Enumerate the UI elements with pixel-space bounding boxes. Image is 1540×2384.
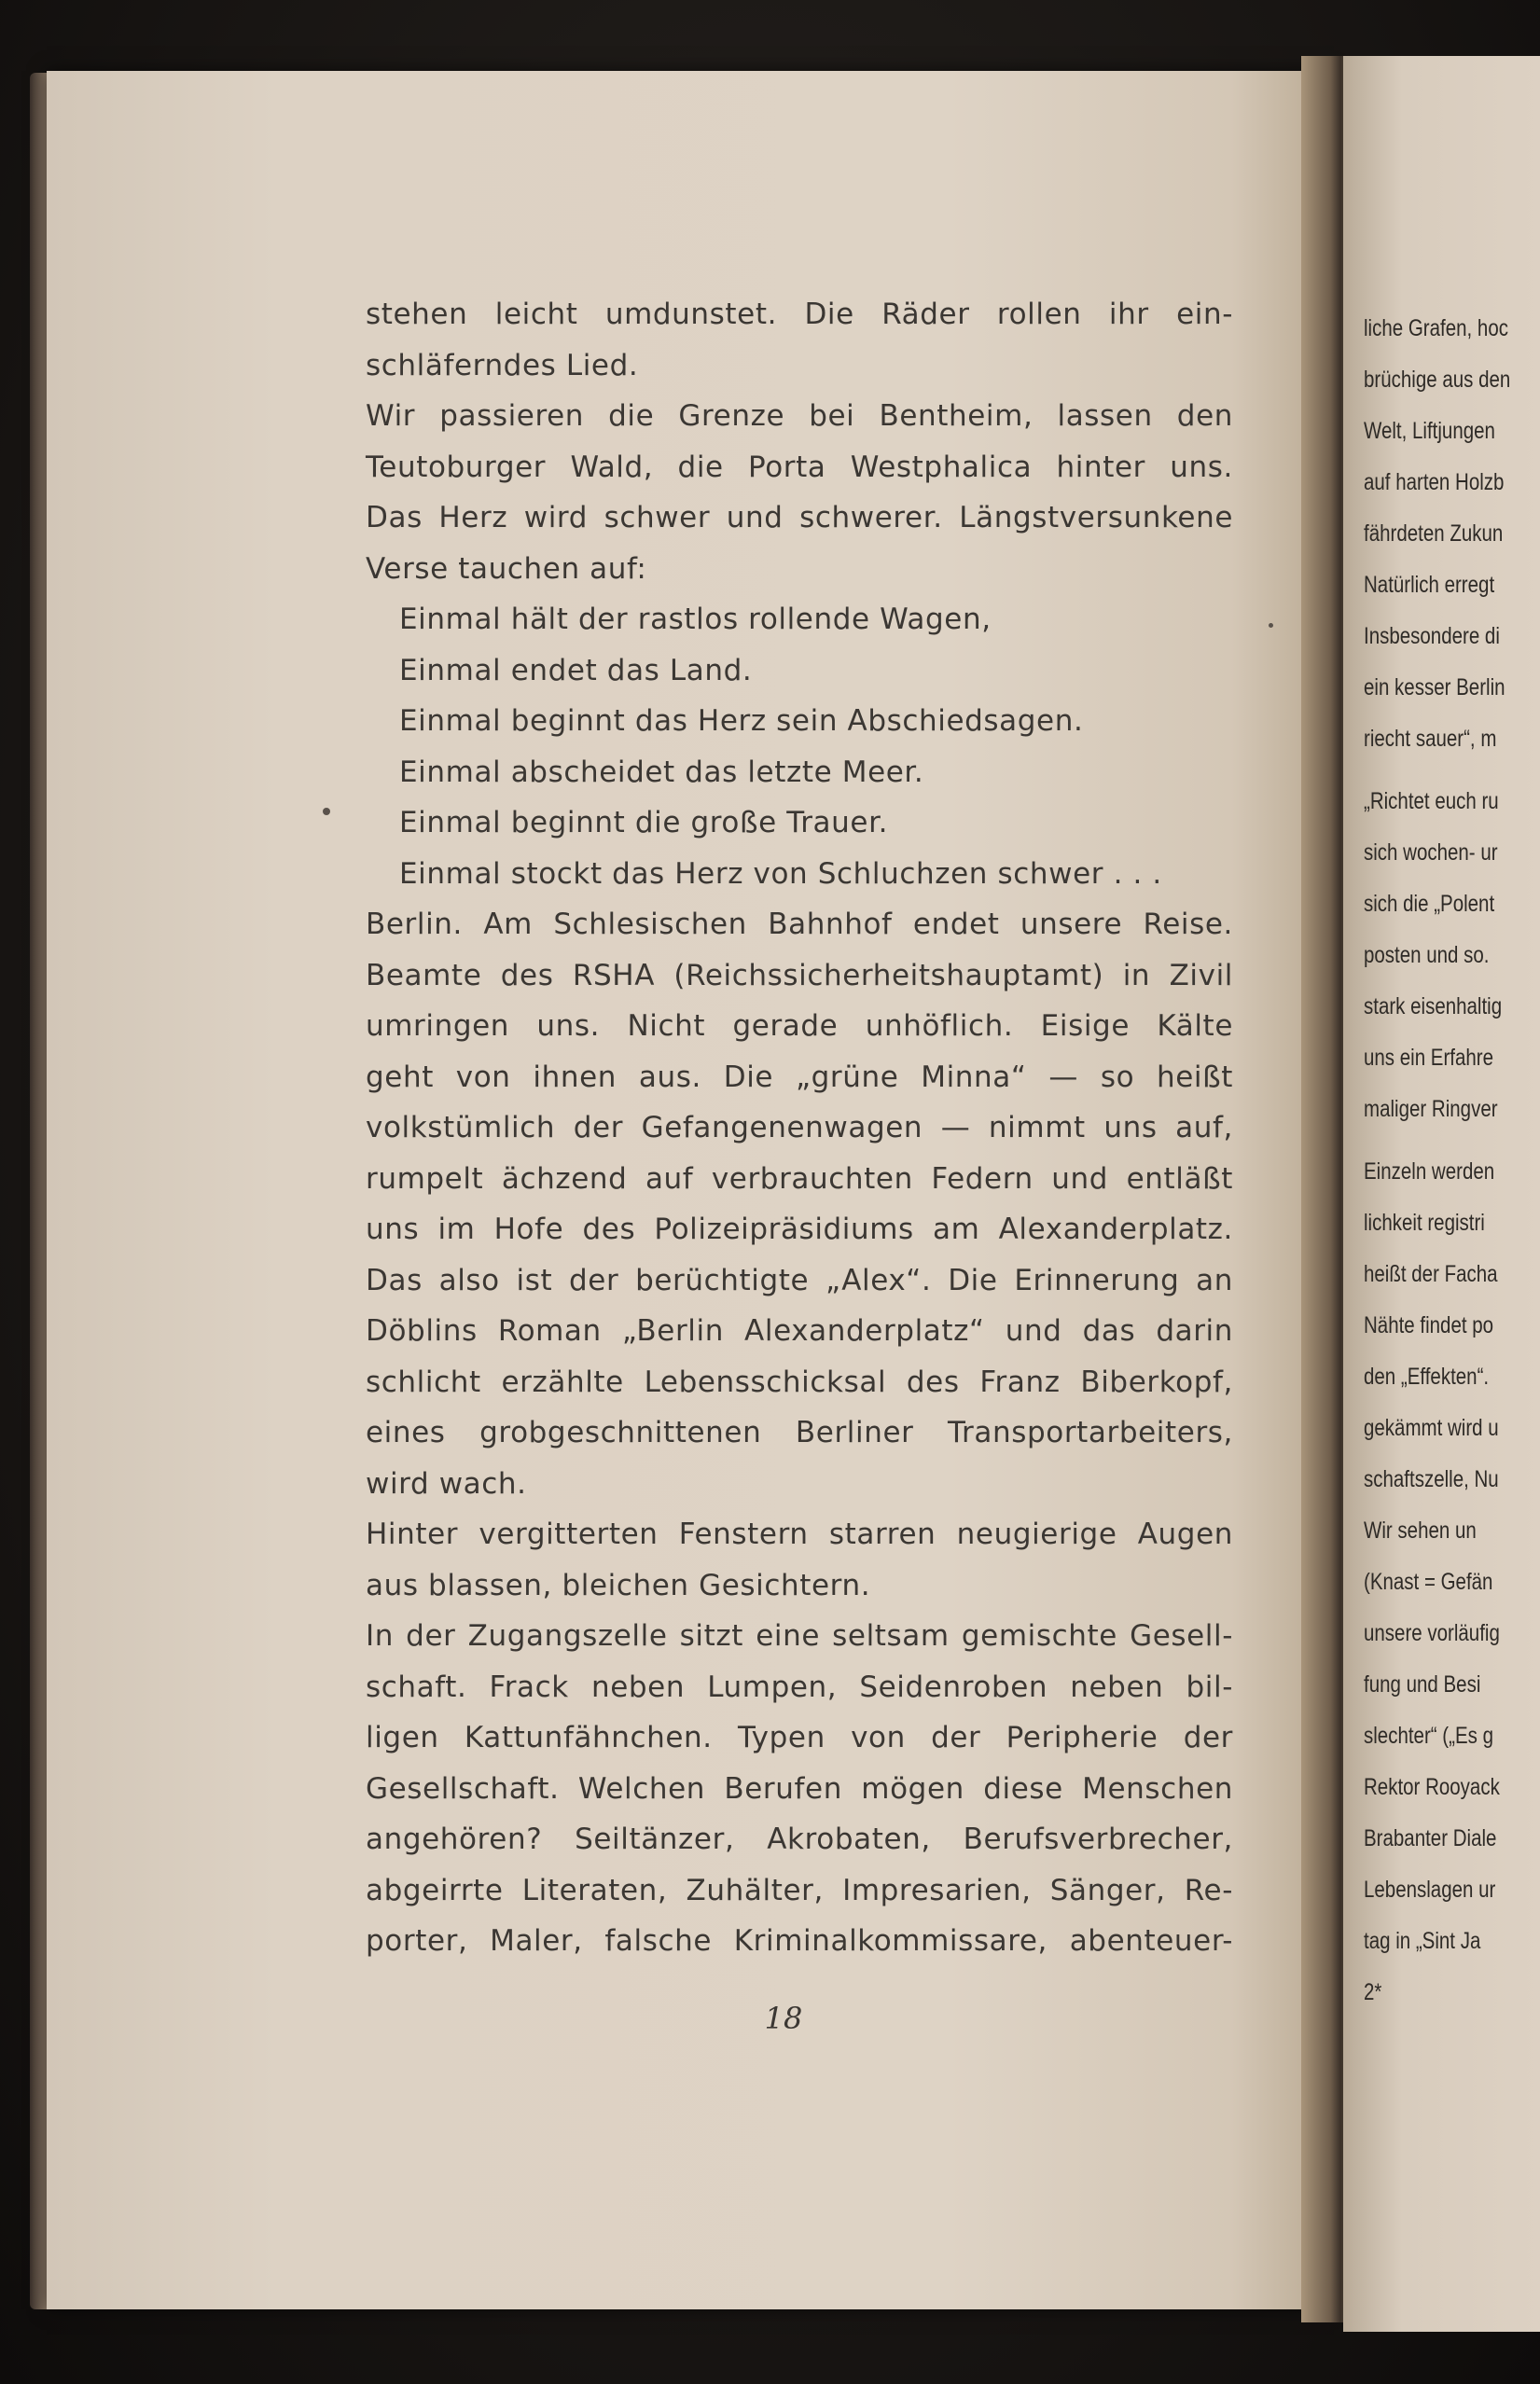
right-line: stark eisenhaltig [1364, 993, 1503, 1019]
text-line: schlicht erzählte Lebensschicksal des Franz Biberkopf, [366, 1365, 1233, 1399]
verse-line: Einmal abscheidet das letzte Meer. [399, 755, 924, 789]
right-line: gekämmt wird u [1364, 1415, 1499, 1441]
right-line: Lebenslagen ur [1364, 1877, 1496, 1903]
right-line: fährdeten Zukun [1364, 520, 1504, 547]
text-line: geht von ihnen aus. Die „grüne Minna“ — so heißt [366, 1060, 1233, 1094]
verse-line: Einmal beginnt die große Trauer. [399, 806, 889, 839]
text-line: aus blassen, bleichen Gesichtern. [366, 1568, 871, 1602]
right-line: „Richtet euch ru [1364, 788, 1499, 814]
right-line: Welt, Liftjungen [1364, 418, 1495, 444]
text-line: Teutoburger Wald, die Porta Westphalica hinter uns. [366, 450, 1233, 484]
text-line: wird wach. [366, 1466, 527, 1501]
right-line: Einzeln werden [1364, 1158, 1495, 1185]
text-line: Hinter vergitterten Fenstern starren neugierige Augen [366, 1518, 1233, 1551]
text-line: Döblins Roman „Berlin Alexanderplatz“ und das darin [366, 1314, 1233, 1348]
right-line: ein kesser Berlin [1364, 674, 1505, 700]
paper-speck [323, 808, 330, 815]
text-line: angehören? Seiltänzer, Akrobaten, Berufsverbrecher, [366, 1823, 1233, 1856]
text-line: Berlin. Am Schlesischen Bahnhof endet unsere Reise. [366, 908, 1233, 941]
text-line: stehen leicht umdunstet. Die Räder rollen ihr ein- [366, 298, 1233, 331]
right-page-text [1364, 303, 1540, 2018]
text-line: rumpelt ächzend auf verbrauchten Federn und entläßt [366, 1161, 1233, 1196]
text-line: uns im Hofe des Polizeipräsidiums am Alexanderplatz. [366, 1213, 1233, 1246]
page-number: 18 [764, 2001, 803, 2036]
text-line: Gesellschaft. Welchen Berufen mögen diese Menschen [366, 1771, 1233, 1806]
text-line: Verse tauchen auf: [366, 551, 647, 586]
right-line: fung und Besi [1364, 1671, 1481, 1698]
text-line: Beamte des RSHA (Reichssicherheitshauptamt) in Zivil [366, 958, 1233, 992]
text-line: volkstümlich der Gefangenenwagen — nimmt uns auf, [366, 1111, 1233, 1144]
right-line: lichkeit registri [1364, 1210, 1485, 1236]
right-line: brüchige aus den [1364, 367, 1511, 393]
verse-line: Einmal endet das Land. [399, 653, 753, 687]
right-line: unsere vorläufig [1364, 1620, 1500, 1646]
right-line: Wir sehen un [1364, 1518, 1477, 1544]
right-line: Nähte findet po [1364, 1312, 1494, 1338]
right-page-signature: 2* [1364, 1979, 1382, 2005]
right-line: schaftszelle, Nu [1364, 1466, 1499, 1492]
right-line: sich wochen- ur [1364, 839, 1498, 866]
text-line: schaft. Frack neben Lumpen, Seidenroben neben bil- [366, 1670, 1233, 1704]
right-line: tag in „Sint Ja [1364, 1928, 1481, 1954]
right-line: uns ein Erfahre [1364, 1045, 1494, 1071]
verse-line: Einmal beginnt das Herz sein Abschiedsagen. [399, 704, 1084, 738]
right-line: riecht sauer“, m [1364, 726, 1497, 752]
right-line: Rektor Rooyack [1364, 1774, 1500, 1800]
text-line: porter, Maler, falsche Kriminalkommissare, abenteuer- [366, 1924, 1233, 1958]
text-line: Das Herz wird schwer und schwerer. Längstversunkene [366, 501, 1233, 534]
right-line: auf harten Holzb [1364, 469, 1505, 495]
right-line: Insbesondere di [1364, 623, 1500, 649]
text-line: abgeirrte Literaten, Zuhälter, Impresarien, Sänger, Re- [366, 1873, 1233, 1907]
right-line: maliger Ringver [1364, 1096, 1498, 1122]
text-line: umringen uns. Nicht gerade unhöflich. Eisige Kälte [366, 1009, 1233, 1043]
verse-line: Einmal hält der rastlos rollende Wagen, [399, 603, 992, 636]
text-line: ligen Kattunfähnchen. Typen von der Peripherie der [366, 1721, 1233, 1754]
right-line: Natürlich erregt [1364, 572, 1495, 598]
verse-line: Einmal stockt das Herz von Schluchzen schwer . . . [399, 856, 1162, 891]
text-line: In der Zugangszelle sitzt eine seltsam gemischte Gesell- [366, 1619, 1233, 1653]
right-line: liche Grafen, hoc [1364, 315, 1508, 341]
right-line: heißt der Facha [1364, 1261, 1498, 1287]
right-page [1343, 56, 1540, 2332]
paper-speck [1269, 623, 1273, 628]
right-line: (Knast = Gefän [1364, 1569, 1493, 1595]
right-line: sich die „Polent [1364, 891, 1495, 917]
left-page-text [366, 289, 1233, 1967]
text-line: Wir passieren die Grenze bei Bentheim, lassen den [366, 399, 1233, 433]
right-line: Brabanter Diale [1364, 1825, 1497, 1851]
text-line: eines grobgeschnittenen Berliner Transportarbeiters, [366, 1416, 1233, 1449]
text-line: schläferndes Lied. [366, 348, 639, 382]
right-line: posten und so. [1364, 942, 1490, 968]
right-line: slechter“ („Es g [1364, 1723, 1493, 1749]
right-line: den „Effekten“. [1364, 1364, 1490, 1390]
text-line: Das also ist der berüchtigte „Alex“. Die Erinnerung an [366, 1263, 1233, 1297]
